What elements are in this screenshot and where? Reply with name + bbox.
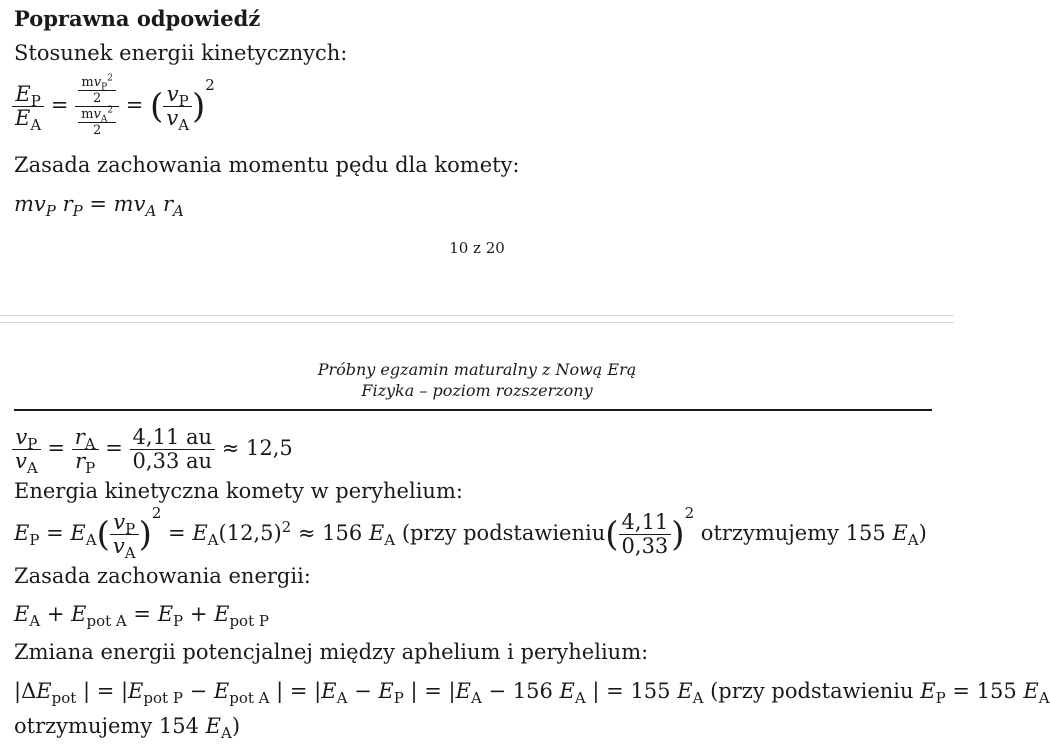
page-number: 10 z 20: [449, 239, 505, 257]
subst-numerator: 4,11: [619, 512, 672, 535]
kinetic-ratio-intro: Stosunek energii kinetycznych:: [14, 41, 348, 65]
kinetic-subst-text: (przy podstawieniu: [401, 521, 606, 545]
momentum-equation: $mv_P$ $r_P = mv_A$ $r_A$: [14, 192, 184, 221]
energy-conservation-equation: $E_A + E_{pot A} = E_P + E_{pot P}$: [14, 602, 269, 631]
kinetic-ratio-equation: $\frac{E_P}{E_A}$ = $\frac{\frac{mv_P^2}{2}}{\frac{mv_A^2}{2}}$ = ( $\frac{v_P}{v_A}$ )$^2$: [12, 76, 215, 137]
velocity-ratio-result: ≈ 12,5: [221, 436, 293, 460]
potential-change-equation-cont: otrzymujemy 154 $E_A$): [14, 714, 241, 743]
momentum-intro: Zasada zachowania momentu pędu dla komety:: [14, 153, 520, 177]
potential-subst-text: (przy podstawieniu: [710, 679, 914, 703]
potential-result: = 155: [606, 679, 671, 703]
kinetic-perihelion-equation: $E_P = E_A$( $\frac{v_P}{v_A}$ )$^2 = E_A(12,5)^2 \approx 156$ $E_A$ (przy podstawieniu( $\frac{4,11}{0,33}$ )$^2$ otrzymujemy 155 $E_A$): [14, 504, 927, 563]
energy-conservation-intro: Zasada zachowania energii:: [14, 564, 311, 588]
page-separator-bottom: [0, 322, 954, 323]
kinetic-subst-result: otrzymujemy 155: [700, 521, 886, 545]
potential-change-intro: Zmiana energii potencjalnej między aphelium i peryhelium:: [14, 640, 649, 664]
header-rule: [14, 409, 932, 411]
exam-header-subtitle: Fizyka – poziom rozszerzony: [361, 381, 593, 400]
ratio-value: (12,5): [218, 521, 282, 545]
potential-value-156: 156: [512, 679, 553, 703]
answer-heading: Poprawna odpowiedź: [14, 6, 261, 31]
potential-line2-text: otrzymujemy 154: [14, 714, 199, 738]
kinetic-perihelion-intro: Energia kinetyczna komety w peryhelium:: [14, 479, 463, 503]
exam-header-title: Próbny egzamin maturalny z Nową Erą: [317, 360, 637, 379]
kinetic-approx: ≈ 156: [297, 521, 363, 545]
velocity-ratio-equation: $\frac{v_P}{v_A}$ = $\frac{r_A}{r_P}$ = $\frac{4,11 au}{0,33 au}$ ≈ 12,5: [12, 427, 293, 472]
potential-change-equation: $|\Delta E_{pot}$ | = $|E_{pot P} - E_{pot A}$ | = $|E_A - E_P$ | = $|E_A - 156$ $E_A$ | = 155 $E_A$ (przy podstawieniu $E_P = 155$ $E_A$: [14, 679, 1050, 708]
subst-denominator: 0,33: [621, 534, 669, 558]
potential-subst-value: = 155: [952, 679, 1017, 703]
distance-aphelion: 4,11 au: [130, 427, 215, 450]
distance-perihelion: 0,33 au: [132, 449, 213, 473]
page-separator-top: [0, 315, 954, 316]
